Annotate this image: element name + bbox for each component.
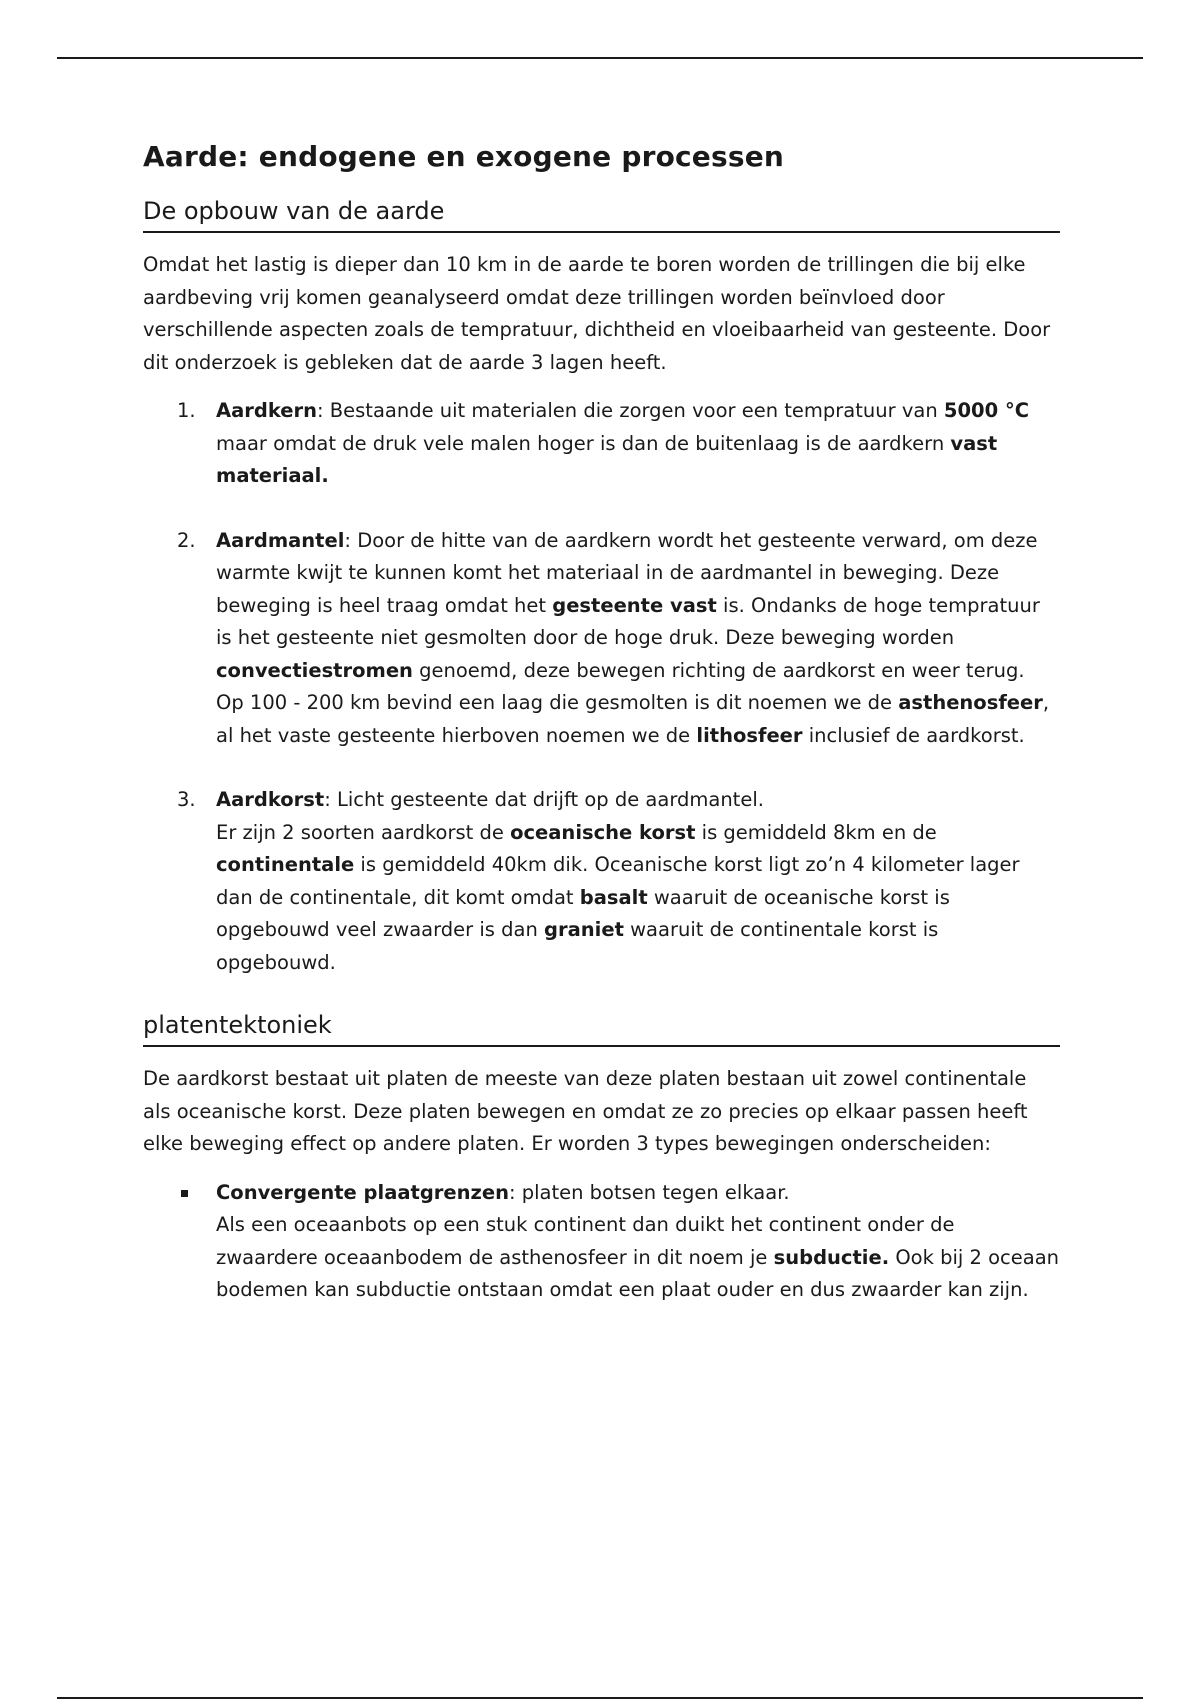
footer-rule (57, 1697, 1143, 1699)
item-paragraph (216, 395, 1060, 493)
list-number: 2. (177, 528, 196, 552)
list-number: 1. (177, 399, 196, 422)
term-convergente: Convergente plaatgrenzen (216, 1180, 509, 1204)
item-text: inclusief de aardkorst. (802, 723, 1025, 747)
bold-text: graniet (544, 918, 624, 941)
item-text: genoemd, deze bewegen richting de aardkorst en weer terug. (412, 658, 1025, 682)
item-text: Als een oceaanbots op een stuk continent dan duikt het continent onder de zwaardere oceaanbodem de asthenosfeer in dit noem je (216, 1213, 955, 1269)
term-aardkern: Aardkern (216, 399, 317, 422)
plate-boundaries-list (143, 1177, 1060, 1307)
item-text: maar omdat de druk vele malen hoger is dan de buitenlaag is de aardkern (216, 431, 951, 455)
item-text: : Bestaande uit materialen die zorgen voor een tempratuur van (317, 399, 944, 422)
bold-text: continentale (216, 853, 355, 876)
bold-text: convectiestromen (216, 658, 413, 682)
list-item-aardkern (143, 395, 1060, 493)
term-aardkorst: Aardkorst (216, 788, 325, 811)
item-text: Op 100 - 200 km bevind een laag die gesmolten is dit noemen we de (216, 691, 899, 714)
bold-text: 5000 °C (943, 399, 1030, 422)
item-text: : Door de hitte van de aardkern wordt het gesteente verward, om deze warmte kwijt te kunnen komt het materiaal in de aardmantel in beweging. Deze beweging is heel traag omdat het (216, 528, 1038, 617)
item-paragraph (216, 817, 1060, 980)
bullet-square-icon (181, 1190, 188, 1197)
layers-list (143, 395, 1060, 979)
item-text: is. Ondanks de hoge tempratuur is het gesteente niet gesmolten door de hoge druk. Deze beweging worden (216, 593, 1040, 649)
list-item-aardkorst (143, 784, 1060, 979)
item-text: is gemiddeld 8km en de (695, 820, 937, 844)
bold-text: basalt (579, 885, 648, 909)
item-text: waaruit de continentale korst is opgebouwd. (216, 918, 939, 974)
document-title: Aarde: endogene en exogene processen (143, 140, 785, 173)
item-text: Er zijn 2 soorten aardkorst de (216, 820, 511, 844)
item-paragraph (216, 1209, 1060, 1307)
item-paragraph (216, 784, 1060, 817)
item-paragraph (216, 1177, 1060, 1210)
item-text: is gemiddeld 40km dik. Oceanische korst ligt zo’n 4 kilometer lager dan de continentale, dit komt omdat (216, 853, 1020, 909)
list-item-aardmantel (143, 525, 1060, 753)
header-rule (57, 57, 1143, 59)
bold-text: asthenosfeer (898, 691, 1043, 714)
item-paragraph (216, 525, 1060, 688)
item-text: waaruit de oceanische korst is opgebouwd veel zwaarder is dan (216, 885, 950, 941)
intro-paragraph-opbouw: Omdat het lastig is dieper dan 10 km in de aarde te boren worden de trillingen die bij elke aardbeving vrij komen geanalyseerd omdat deze trillingen worden beïnvloed door verschillende aspecten zoals de tempratuur, dichtheid en vloeibaarheid van gesteente. Door dit onderzoek is gebleken dat de aarde 3 lagen heeft. (143, 253, 1051, 374)
term-aardmantel: Aardmantel (216, 528, 345, 552)
bold-text: lithosfeer (696, 723, 803, 747)
document-body (143, 140, 1060, 1339)
section-heading-opbouw: De opbouw van de aarde (143, 197, 1060, 233)
bold-text: vast materiaal. (216, 431, 998, 487)
item-text: : Licht gesteente dat drijft op de aardmantel. (324, 788, 764, 811)
item-text: : platen botsen tegen elkaar. (508, 1180, 790, 1204)
bold-text: gesteente vast (552, 593, 717, 617)
item-paragraph (216, 687, 1060, 752)
section-heading-platentektoniek: platentektoniek (143, 1011, 1060, 1047)
item-text: , al het vaste gesteente hierboven noemen we de (216, 691, 1050, 747)
item-text: Ook bij 2 oceaan bodemen kan subductie ontstaan omdat een plaat ouder en dus zwaarder kan zijn. (216, 1245, 1060, 1301)
bold-text: oceanische korst (510, 820, 696, 844)
list-item-convergente (143, 1177, 1060, 1307)
bold-text: subductie. (773, 1245, 890, 1269)
list-number: 3. (177, 788, 196, 811)
intro-paragraph-platentektoniek: De aardkorst bestaat uit platen de meeste van deze platen bestaan uit zowel continentale als oceanische korst. Deze platen bewegen en omdat ze zo precies op elkaar passen heeft elke beweging effect op andere platen. Er worden 3 types bewegingen onderscheiden: (143, 1067, 1028, 1155)
